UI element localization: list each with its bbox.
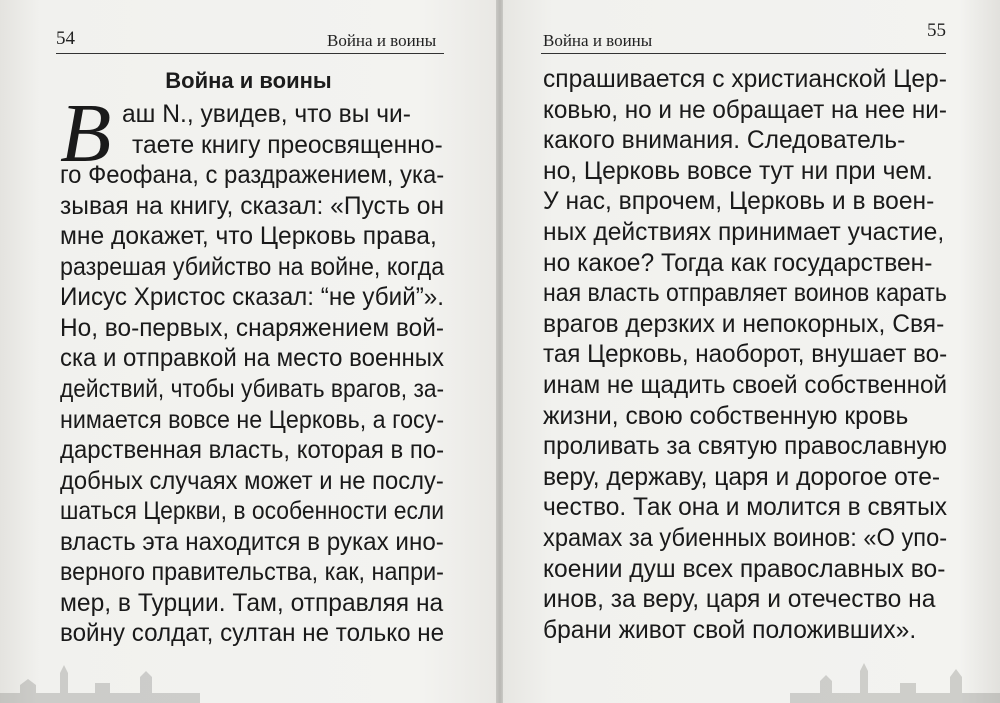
text-line: жизни, свою собственную кровь [543,402,909,430]
left-running-header: Война и воины [327,31,437,50]
text-line: Но, во-первых, снаряжением вой- [60,314,444,342]
text-line: мне докажет, что Церковь права, [60,223,437,251]
text-line: веру, державу, царя и дорогое оте- [543,463,941,491]
left-header-rule [56,53,444,54]
text-line: верного правительства, как, напри- [60,559,444,587]
text-line: Иисус Христос сказал: “не убий”». [60,284,445,312]
right-page [503,0,1000,703]
text-line: брани живот свой положивших». [543,616,917,644]
text-line: но, Церковь вовсе тут ни при чем. [543,157,933,185]
skyline-ornament-left [0,643,200,703]
text-line: добных случаях может и не послу- [60,467,444,495]
text-line: инам не щадить своей собственной [543,372,948,399]
text-line: власть эта находится в руках ино- [60,528,444,556]
text-line: ска и отправкой на место военных [60,345,445,373]
chapter-title: Война и воины [165,68,332,93]
text-line: врагов дерзких и непокорных, Свя- [543,310,945,338]
text-line: нимается вовсе не Церковь, а госу- [60,406,445,434]
left-page [0,0,497,703]
text-line: действий, чтобы убивать врагов, за- [60,375,445,403]
text-line: ная власть отправляет воинов карать [543,280,947,308]
skyline-ornament-right [790,643,1000,703]
text-line: храмах за убиенных воинов: «О упо- [543,525,948,552]
text-line: го Феофана, с раздражением, ука- [60,162,445,190]
text-line: мер, в Турции. Там, отправляя на [60,589,444,617]
text-line: коении душ всех православных во- [543,555,946,583]
right-running-header: Война и воины [543,31,653,50]
text-line: ковью, но и не обращает на нее ни- [543,96,947,124]
drop-cap: В [60,87,112,180]
text-line: какого внимания. Следователь- [543,127,906,155]
text-line: зывая на книгу, сказал: «Пусть он [60,192,445,220]
text-line: но какое? Тогда как государствен- [543,249,933,277]
text-line: аш N., увидев, что вы чи- [122,101,411,128]
text-line: дарственная власть, которая в по- [60,437,445,465]
text-line: войну солдат, султан не только не [60,620,445,648]
right-header-rule [541,53,946,54]
text-line: разрешая убийство на войне, когда [60,253,445,281]
text-line: спрашивается с христианской Цер- [543,66,947,93]
text-line: тая Церковь, наоборот, внушает во- [543,341,948,369]
text-line: инов, за веру, царя и отечество на [543,586,936,614]
text-line: проливать за святую православную [543,433,947,461]
text-line: ных действиях принимает участие, [543,219,945,246]
text-line: У нас, впрочем, Церковь и в воен- [543,188,935,216]
text-line: чество. Так она и молится в святых [543,494,948,522]
text-line: таете книгу преосвященно- [132,131,443,159]
left-page-number: 54 [56,28,75,49]
text-line: шаться Церкви, в особенности если [60,498,445,526]
right-page-number: 55 [927,20,946,41]
